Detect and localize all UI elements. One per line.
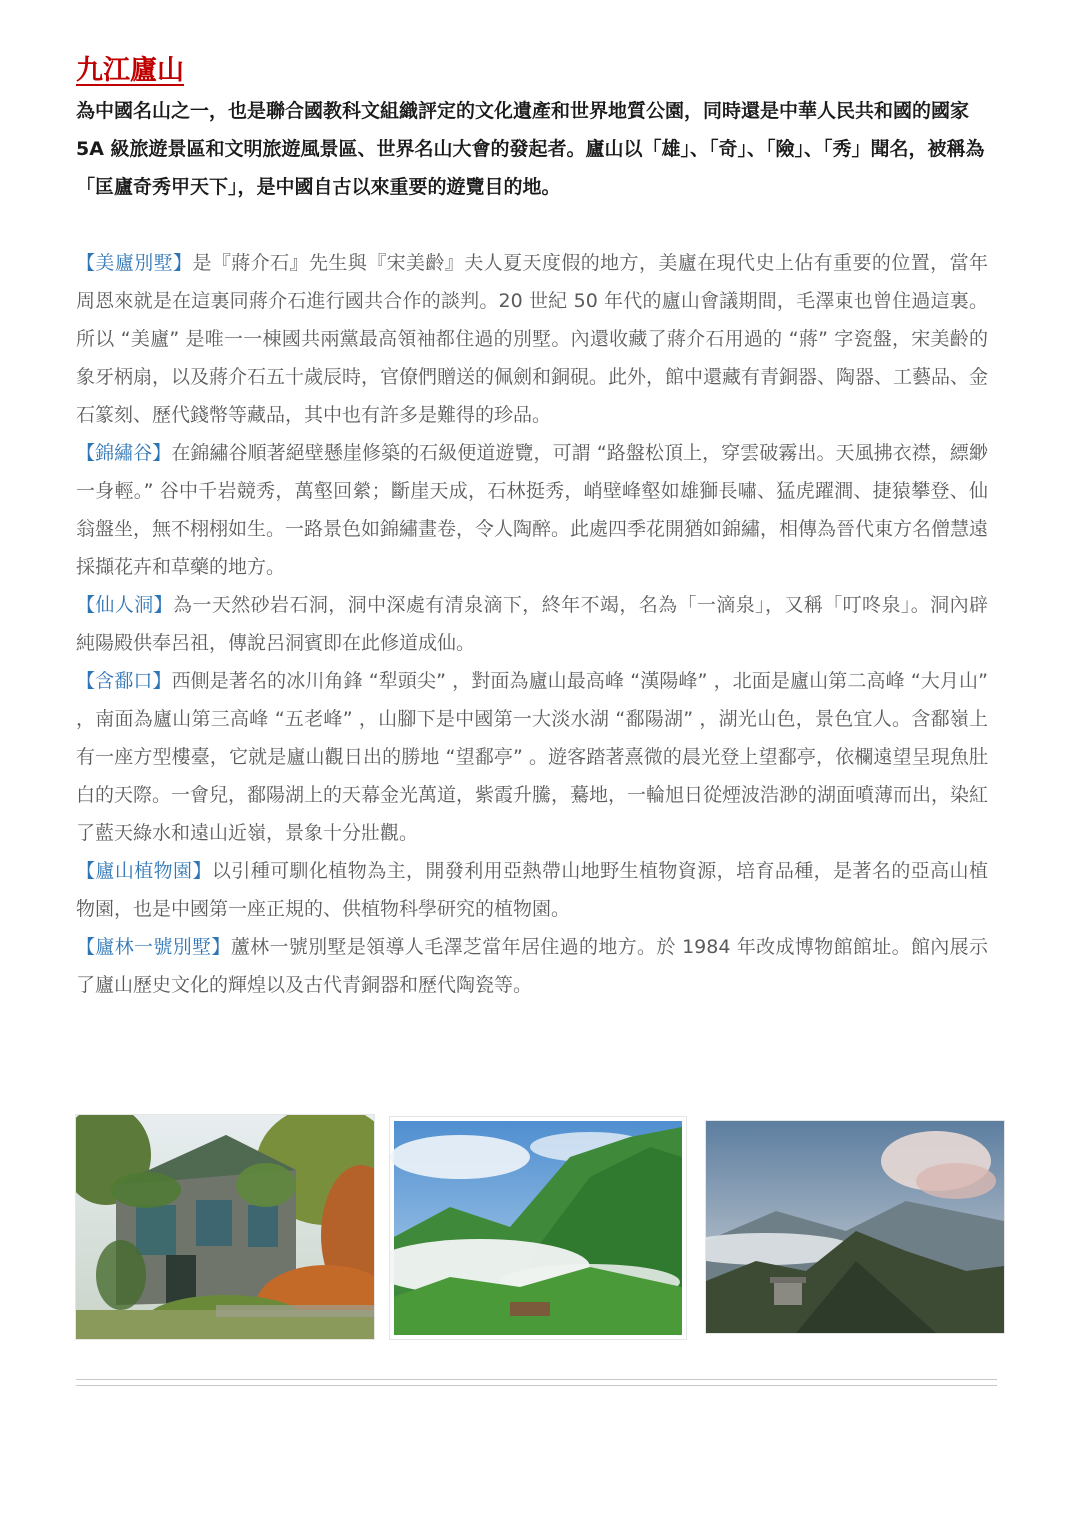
section-hanpo-pass [76,662,988,852]
section-jinxiu-valley [76,434,988,586]
section-lulin-villa [76,928,988,1004]
section-text: 在錦繡谷順著絕壁懸崖修築的石級便道遊覽，可謂 “路盤松頂上，穿雲破霧出。天風拂衣襟，縹緲一身輕。” 谷中千岩競秀，萬壑回縈；斷崖天成，石林挺秀，峭壁峰壑如雄獅長嘯、猛虎躍澗、捷猿攀登、仙翁盤坐，無不栩栩如生。一路景色如錦繡畫卷，令人陶醉。此處四季花開猶如錦繡，相傳為晉代東方名僧慧遠採擷花卉和草藥的地方。 [76,442,989,578]
page-title: 九江廬山 [76,55,184,86]
section-title: 【仙人洞】 [76,594,174,616]
section-immortal-cave [76,586,988,662]
section-text: 是『蔣介石』先生與『宋美齡』夫人夏天度假的地方，美廬在現代史上佔有重要的位置，當年周恩來就是在這裏同蔣介石進行國共合作的談判。20 世紀 50 年代的廬山會議期間，毛澤東也曾住過這裏。所以 “美廬” 是唯一一棟國共兩黨最高領袖都住過的別墅。內還收藏了蔣介石用過的 “蔣” 字瓷盤，宋美齡的象牙柄扇，以及蔣介石五十歲辰時，官僚們贈送的佩劍和銅硯。此外，館中還藏有青銅器、陶器、工藝品、金石篆刻、歷代錢幣等藏品，其中也有許多是難得的珍品。 [76,252,989,426]
section-botanical-garden [76,852,988,928]
villa-photo [75,1114,375,1340]
mountain-gateway-photo [705,1120,1005,1334]
intro-paragraph: 為中國名山之一，也是聯合國教科文組織評定的文化遺產和世界地質公園，同時還是中華人民共和國的國家 5A 級旅遊景區和文明旅遊風景區、世界名山大會的發起者。廬山以「雄」、「奇」、「險」、「秀」聞名，被稱為「匡廬奇秀甲天下」，是中國自古以來重要的遊覽目的地。 [76,100,985,198]
attractions-list [76,244,988,1004]
photo-strip [75,1114,1005,1340]
section-text: 為一天然砂岩石洞，洞中深處有清泉滴下，終年不竭，名為「一滴泉」，又稱「叮咚泉」。洞內辟純陽殿供奉呂祖，傳說呂洞賓即在此修道成仙。 [76,594,988,654]
mountain-mist-photo [389,1116,687,1340]
section-meilu-villa [76,244,988,434]
section-text: 西側是著名的冰川角鋒 “犁頭尖” ，對面為廬山最高峰 “漢陽峰” ，北面是廬山第二高峰 “大月山” ，南面為廬山第三高峰 “五老峰” ，山腳下是中國第一大淡水湖 “鄱陽湖” ，湖光山色，景色宜人。含鄱嶺上有一座方型樓臺，它就是廬山觀日出的勝地 “望鄱亭” 。遊客踏著熹微的晨光登上望鄱亭，依欄遠望呈現魚肚白的天際。一會兒，鄱陽湖上的天幕金光萬道，紫霞升騰，驀地，一輪旭日從煙波浩渺的湖面噴薄而出，染紅了藍天綠水和遠山近嶺，景象十分壯觀。 [76,670,989,844]
section-title: 【廬林一號別墅】 [76,936,231,958]
bottom-divider [76,1379,997,1386]
section-title: 【美廬別墅】 [76,252,193,274]
section-title: 【含鄱口】 [76,670,172,692]
section-title: 【廬山植物園】 [76,860,212,882]
section-title: 【錦繡谷】 [76,442,172,464]
section-text: 以引種可馴化植物為主，開發利用亞熱帶山地野生植物資源，培育品種，是著名的亞高山植物園，也是中國第一座正規的、供植物科學研究的植物園。 [76,860,988,920]
section-text: 蘆林一號別墅是領導人毛澤芝當年居住過的地方。於 1984 年改成博物館館址。館內展示了廬山歷史文化的輝煌以及古代青銅器和歷代陶瓷等。 [76,936,988,996]
